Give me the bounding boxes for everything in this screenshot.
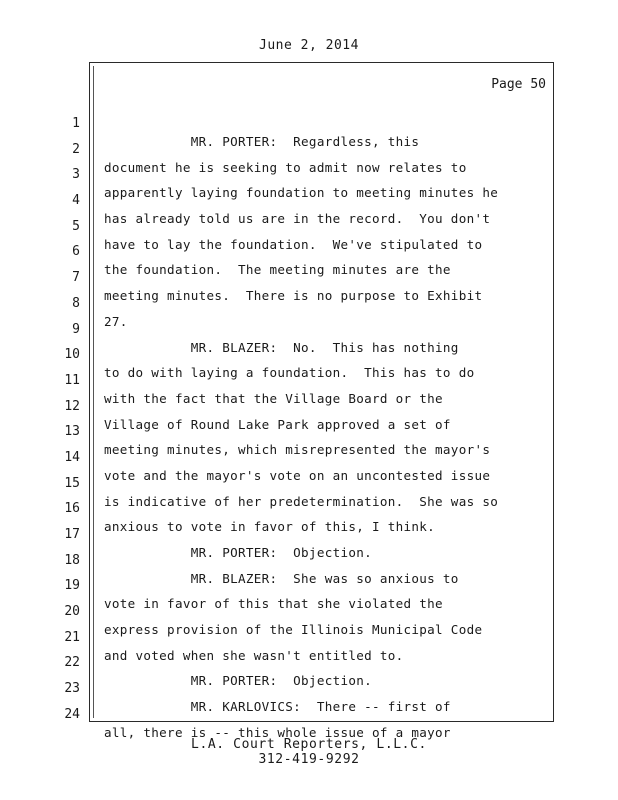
line-text: Village of Round Lake Park approved a set of [104,416,451,432]
transcript-line [0,277,618,329]
line-number: 13 [64,424,80,440]
transcript-body [0,97,618,740]
line-text: anxious to vote in favor of this, I think. [104,519,436,535]
line-text: apparently laying foundation to meeting minutes he [104,185,499,201]
line-text: meeting minutes. There is no purpose to Exhibit [104,288,483,304]
line-text: all, there is -- this whole issue of a mayor [104,724,451,740]
line-text: MR. BLAZER: No. This has nothing [104,339,459,355]
line-number: 22 [64,655,80,671]
transcript-line [0,688,618,740]
line-number: 12 [64,398,80,414]
line-text: document he is seeking to admit now relates to [104,159,467,175]
line-text: the foundation. The meeting minutes are the [104,262,451,278]
transcript-line [0,251,618,304]
line-text: to do with laying a foundation. This has to do [104,365,475,381]
line-number: 19 [64,578,80,594]
line-text: vote and the mayor's vote on an uncontested issue [104,467,491,483]
line-number: 24 [64,706,80,722]
line-text: have to lay the foundation. We've stipulated to [104,236,483,252]
line-number: 5 [72,218,80,234]
transcript-line [0,123,618,175]
transcript-line [0,97,618,149]
line-text: has already told us are in the record. You don't [104,211,491,227]
line-text: vote in favor of this that she violated the [104,596,443,612]
line-text: meeting minutes, which misrepresented the mayor's [104,442,491,458]
footer [0,737,618,767]
line-number: 8 [72,295,80,311]
line-number: 1 [72,116,80,131]
transcript-line [0,200,618,252]
footer-company: L.A. Court Reporters, L.L.C. [191,737,427,752]
page-number: Page 50 [491,77,546,92]
transcript-line [0,225,618,278]
line-number: 16 [64,501,80,517]
footer-phone: 312-419-9292 [258,752,360,767]
line-number: 14 [64,449,80,465]
line-number: 7 [72,270,80,286]
line-text: and voted when she wasn't entitled to. [104,647,404,663]
transcript-line [0,148,618,201]
line-number: 15 [64,475,80,491]
line-text: 27. [104,313,128,329]
line-text: MR. BLAZER: She was so anxious to [104,570,459,586]
line-number: 23 [64,681,80,697]
transcript-line [0,174,618,227]
line-text: is indicative of her predetermination. She was so [104,493,499,509]
line-number: 4 [72,193,80,209]
line-text: MR. PORTER: Objection. [104,545,372,560]
header-date: June 2, 2014 [259,38,359,53]
line-text: express provision of the Illinois Municipal Code [104,622,483,638]
line-number: 2 [72,141,80,157]
line-number: 18 [64,552,80,568]
line-number: 6 [72,244,80,260]
line-number: 17 [64,527,80,542]
line-text: MR. PORTER: Objection. [104,673,372,689]
line-number: 9 [72,321,80,337]
line-text: MR. PORTER: Regardless, this [104,134,420,149]
line-number: 11 [64,372,80,388]
line-number: 21 [64,629,80,645]
line-number: 20 [64,604,80,620]
line-text: with the fact that the Village Board or the [104,390,443,406]
line-number: 3 [72,167,80,183]
line-number: 10 [64,347,80,363]
line-text: MR. KARLOVICS: There -- first of [104,699,451,715]
